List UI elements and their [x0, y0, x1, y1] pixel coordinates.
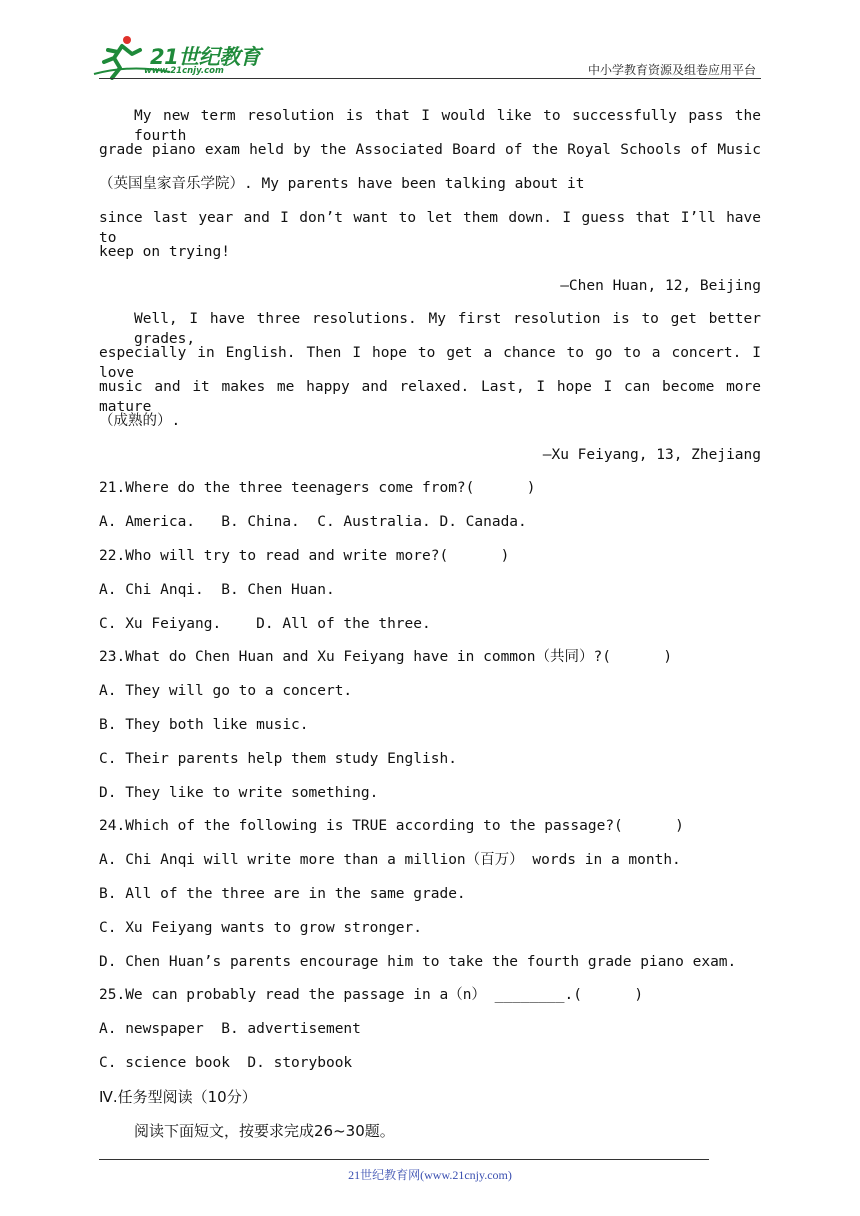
question-option-a: A. Chi Anqi will write more than a million（百万） words in a month. — [99, 852, 681, 868]
question-option-c: C. Xu Feiyang wants to grow stronger. — [99, 920, 423, 936]
header-title: 中小学教育资源及组卷应用平台 — [587, 63, 756, 77]
footer-link[interactable]: 21世纪教育网(www.21cnjy.com) — [348, 1168, 512, 1182]
question-option-d: D. Chen Huan’s parents encourage him to take the fourth grade piano exam. — [99, 954, 737, 970]
question-stem: 24.Which of the following is TRUE according to the passage?( ) — [99, 818, 684, 834]
question-option-c: C. Their parents help them study English. — [99, 751, 457, 767]
section-title: Ⅳ.任务型阅读（10分） — [99, 1088, 257, 1106]
question-options: A. Chi Anqi. B. Chen Huan. — [99, 582, 335, 598]
question-option-b: B. All of the three are in the same grade. — [99, 886, 466, 902]
question-option-a: A. They will go to a concert. — [99, 683, 353, 699]
question-options: A. newspaper B. advertisement — [99, 1021, 361, 1037]
footer-divider — [99, 1159, 709, 1160]
paragraph-line: Well, I have three resolutions. My first resolution is to get better grades, — [134, 311, 761, 347]
question-option-b: B. They both like music. — [99, 717, 309, 733]
question-option-d: D. They like to write something. — [99, 785, 379, 801]
paragraph-line: grade piano exam held by the Associated Board of the Royal Schools of Music — [99, 142, 761, 158]
question-options: A. America. B. China. C. Australia. D. Canada. — [99, 514, 527, 530]
signature: —Xu Feiyang, 13, Zhejiang — [542, 447, 761, 463]
logo-text: 21世纪教育 — [150, 45, 261, 69]
paragraph-line: My new term resolution is that I would like to successfully pass the fourth — [134, 108, 761, 144]
question-options: C. science book D. storybook — [99, 1055, 353, 1071]
paragraph-line: since last year and I don’t want to let them down. I guess that I’ll have to — [99, 210, 761, 246]
paragraph-line: keep on trying! — [99, 244, 230, 260]
logo-url: www.21cnjy.com — [144, 66, 224, 76]
paragraph-line: music and it makes me happy and relaxed. Last, I hope I can become more mature — [99, 379, 761, 415]
question-options: C. Xu Feiyang. D. All of the three. — [99, 616, 431, 632]
signature: —Chen Huan, 12, Beijing — [560, 278, 761, 294]
paragraph-line: （成熟的）. — [99, 413, 181, 429]
paragraph-line: （英国皇家音乐学院）. My parents have been talking about it — [99, 176, 585, 192]
paragraph-line: especially in English. Then I hope to get a chance to go to a concert. I love — [99, 345, 761, 381]
header-divider — [99, 78, 761, 79]
question-stem: 23.What do Chen Huan and Xu Feiyang have in common（共同）?( ) — [99, 649, 673, 665]
question-stem: 25.We can probably read the passage in a（n） ________.( ) — [99, 987, 644, 1003]
question-stem: 21.Where do the three teenagers come from?( ) — [99, 480, 536, 496]
section-instruction: 阅读下面短文，按要求完成26~30题。 — [134, 1122, 395, 1140]
question-stem: 22.Who will try to read and write more?( ) — [99, 548, 510, 564]
